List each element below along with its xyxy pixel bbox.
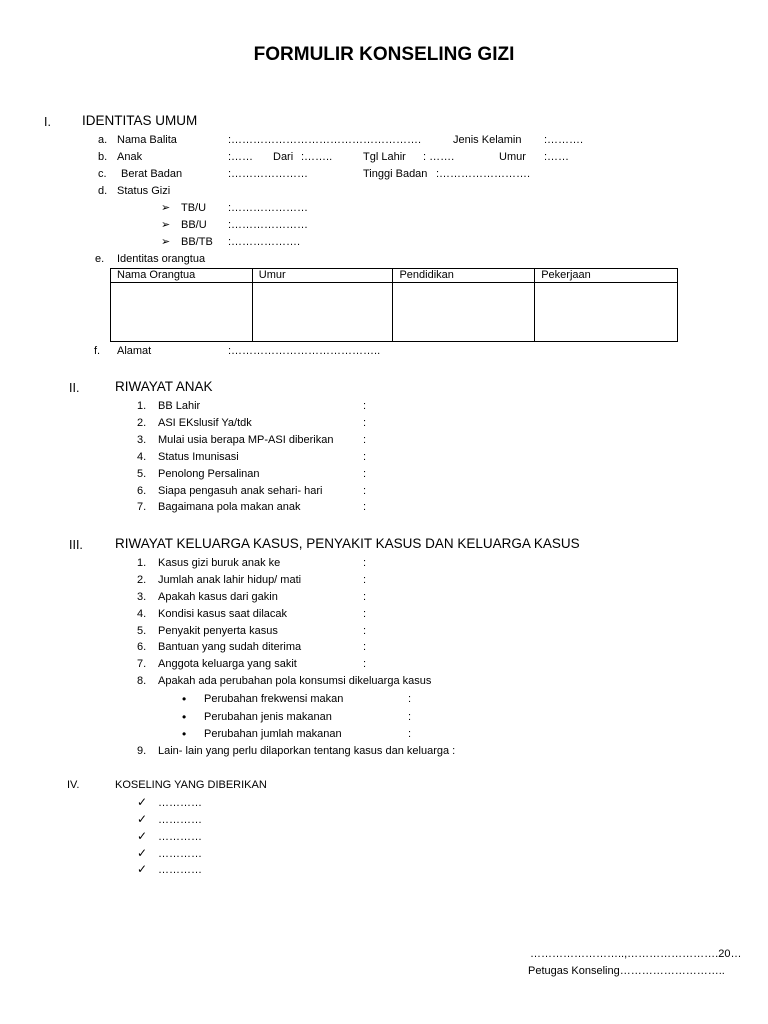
date-line-field[interactable]: ……………………..,…………………….20… bbox=[530, 948, 742, 960]
tinggi-badan-label: Tinggi Badan bbox=[363, 168, 428, 180]
perubahan-pola-label: Apakah ada perubahan pola konsumsi dikeluarga kasus bbox=[158, 675, 432, 687]
kasus-gizi-buruk-label: Kasus gizi buruk anak ke bbox=[158, 557, 281, 569]
dari-field[interactable]: :…….. bbox=[301, 151, 333, 163]
bb-lahir-label: BB Lahir bbox=[158, 400, 201, 412]
check-icon: ✓ bbox=[137, 829, 148, 843]
table-cell[interactable] bbox=[393, 283, 535, 342]
section-3-number: III. bbox=[69, 538, 83, 552]
item-e-letter: e. bbox=[95, 253, 105, 265]
mp-asi-field[interactable]: : bbox=[363, 434, 367, 446]
pengasuh-label: Siapa pengasuh anak sehari- hari bbox=[158, 485, 323, 497]
item-b-letter: b. bbox=[98, 151, 108, 163]
bb-lahir-field[interactable]: : bbox=[363, 400, 367, 412]
asi-eksklusif-field[interactable]: : bbox=[363, 417, 367, 429]
item-number: 4. bbox=[137, 451, 147, 463]
alamat-label: Alamat bbox=[117, 345, 152, 357]
pola-makan-field[interactable]: : bbox=[363, 501, 367, 513]
column-header: Nama Orangtua bbox=[111, 269, 253, 283]
bullet-icon: • bbox=[182, 727, 187, 741]
item-number: 6. bbox=[137, 485, 147, 497]
nama-balita-label: Nama Balita bbox=[117, 134, 177, 146]
bbtb-label: BB/TB bbox=[181, 236, 213, 248]
check-icon: ✓ bbox=[137, 812, 148, 826]
item-number: 9. bbox=[137, 745, 147, 757]
item-c-letter: c. bbox=[98, 168, 107, 180]
item-d-letter: d. bbox=[98, 185, 108, 197]
section-3-heading: RIWAYAT KELUARGA KASUS, PENYAKIT KASUS DAN KELUARGA KASUS bbox=[115, 536, 580, 551]
item-number: 1. bbox=[137, 557, 147, 569]
bbu-field[interactable]: :………………… bbox=[228, 219, 309, 231]
jenis-kelamin-field[interactable]: :………. bbox=[544, 134, 584, 146]
item-number: 6. bbox=[137, 641, 147, 653]
status-imunisasi-label: Status Imunisasi bbox=[158, 451, 239, 463]
item-number: 5. bbox=[137, 468, 147, 480]
arrow-bullet-icon: ➢ bbox=[161, 236, 171, 248]
frekwensi-makan-field[interactable]: : bbox=[408, 693, 412, 705]
jumlah-makanan-label: Perubahan jumlah makanan bbox=[204, 728, 342, 740]
gakin-field[interactable]: : bbox=[363, 591, 367, 603]
form-title: FORMULIR KONSELING GIZI bbox=[253, 44, 515, 65]
arrow-bullet-icon: ➢ bbox=[161, 219, 171, 231]
penolong-persalinan-label: Penolong Persalinan bbox=[158, 468, 260, 480]
bbu-label: BB/U bbox=[181, 219, 207, 231]
anggota-sakit-label: Anggota keluarga yang sakit bbox=[158, 658, 297, 670]
check-icon: ✓ bbox=[137, 862, 148, 876]
section-4-number: IV. bbox=[67, 779, 80, 791]
jenis-makanan-field[interactable]: : bbox=[408, 711, 412, 723]
bullet-icon: • bbox=[182, 710, 187, 724]
status-gizi-label: Status Gizi bbox=[117, 185, 171, 197]
bantuan-label: Bantuan yang sudah diterima bbox=[158, 641, 302, 653]
tbu-label: TB/U bbox=[181, 202, 207, 214]
item-a-letter: a. bbox=[98, 134, 108, 146]
section-2-number: II. bbox=[69, 381, 80, 395]
jumlah-makanan-field[interactable]: : bbox=[408, 728, 412, 740]
status-imunisasi-field[interactable]: : bbox=[363, 451, 367, 463]
konseling-item-field[interactable]: ………… bbox=[158, 864, 202, 876]
table-cell[interactable] bbox=[111, 283, 253, 342]
identitas-orangtua-label: Identitas orangtua bbox=[117, 253, 206, 265]
penyakit-penyerta-label: Penyakit penyerta kasus bbox=[158, 625, 278, 637]
berat-badan-field[interactable]: :………………… bbox=[228, 168, 309, 180]
penolong-persalinan-field[interactable]: : bbox=[363, 468, 367, 480]
item-number: 7. bbox=[137, 501, 147, 513]
section-4-heading: KOSELING YANG DIBERIKAN bbox=[115, 779, 267, 791]
pengasuh-field[interactable]: : bbox=[363, 485, 367, 497]
jenis-kelamin-label: Jenis Kelamin bbox=[453, 134, 522, 146]
item-number: 5. bbox=[137, 625, 147, 637]
kondisi-kasus-field[interactable]: : bbox=[363, 608, 367, 620]
kondisi-kasus-label: Kondisi kasus saat dilacak bbox=[158, 608, 288, 620]
kasus-gizi-buruk-field[interactable]: : bbox=[363, 557, 367, 569]
umur-field[interactable]: :…… bbox=[544, 151, 570, 163]
jumlah-anak-field[interactable]: : bbox=[363, 574, 367, 586]
table-cell[interactable] bbox=[535, 283, 678, 342]
item-f-letter: f. bbox=[94, 345, 101, 357]
check-icon: ✓ bbox=[137, 846, 148, 860]
section-1-number: I. bbox=[44, 115, 51, 129]
item-number: 8. bbox=[137, 675, 147, 687]
berat-badan-label: Berat Badan bbox=[121, 168, 183, 180]
item-number: 2. bbox=[137, 417, 147, 429]
anak-label: Anak bbox=[117, 151, 143, 163]
dari-label: Dari bbox=[273, 151, 294, 163]
column-header: Pendidikan bbox=[393, 269, 535, 283]
petugas-konseling-field[interactable]: Petugas Konseling……………………….. bbox=[528, 965, 725, 977]
item-number: 3. bbox=[137, 591, 147, 603]
nama-balita-field[interactable]: :……………………………………………. bbox=[228, 134, 422, 146]
penyakit-penyerta-field[interactable]: : bbox=[363, 625, 367, 637]
pola-makan-label: Bagaimana pola makan anak bbox=[158, 501, 301, 513]
orangtua-table bbox=[110, 268, 678, 342]
tgl-lahir-label: Tgl Lahir bbox=[363, 151, 406, 163]
konseling-item-field[interactable]: ………… bbox=[158, 814, 202, 826]
item-number: 4. bbox=[137, 608, 147, 620]
item-number: 1. bbox=[137, 400, 147, 412]
umur-label: Umur bbox=[499, 151, 526, 163]
lain-lain-label: Lain- lain yang perlu dilaporkan tentang kasus dan keluarga : bbox=[158, 745, 456, 757]
item-number: 7. bbox=[137, 658, 147, 670]
bullet-icon: • bbox=[182, 692, 187, 706]
gakin-label: Apakah kasus dari gakin bbox=[158, 591, 278, 603]
table-row bbox=[111, 283, 678, 342]
tinggi-badan-field[interactable]: :……………………. bbox=[436, 168, 531, 180]
bbtb-field[interactable]: :………………. bbox=[228, 236, 301, 248]
arrow-bullet-icon: ➢ bbox=[161, 202, 171, 214]
item-number: 3. bbox=[137, 434, 147, 446]
item-number: 2. bbox=[137, 574, 147, 586]
konseling-item-field[interactable]: ………… bbox=[158, 848, 202, 860]
column-header: Umur bbox=[252, 269, 393, 283]
check-icon: ✓ bbox=[137, 795, 148, 809]
bantuan-field[interactable]: : bbox=[363, 641, 367, 653]
mp-asi-label: Mulai usia berapa MP-ASI diberikan bbox=[158, 434, 334, 446]
anak-field[interactable]: :…… bbox=[228, 151, 254, 163]
konseling-item-field[interactable]: ………… bbox=[158, 797, 202, 809]
column-header: Pekerjaan bbox=[535, 269, 678, 283]
section-2-heading: RIWAYAT ANAK bbox=[115, 379, 213, 394]
table-cell[interactable] bbox=[252, 283, 393, 342]
alamat-field[interactable]: :………………………………….. bbox=[228, 345, 381, 357]
konseling-item-field[interactable]: ………… bbox=[158, 831, 202, 843]
anggota-sakit-field[interactable]: : bbox=[363, 658, 367, 670]
asi-eksklusif-label: ASI EKslusif Ya/tdk bbox=[158, 417, 252, 429]
table-header-row bbox=[111, 269, 678, 283]
section-1-heading: IDENTITAS UMUM bbox=[82, 113, 198, 128]
tgl-lahir-field[interactable]: : ……. bbox=[423, 151, 455, 163]
frekwensi-makan-label: Perubahan frekwensi makan bbox=[204, 693, 344, 705]
jumlah-anak-label: Jumlah anak lahir hidup/ mati bbox=[158, 574, 302, 586]
jenis-makanan-label: Perubahan jenis makanan bbox=[204, 711, 332, 723]
tbu-field[interactable]: :………………… bbox=[228, 202, 309, 214]
